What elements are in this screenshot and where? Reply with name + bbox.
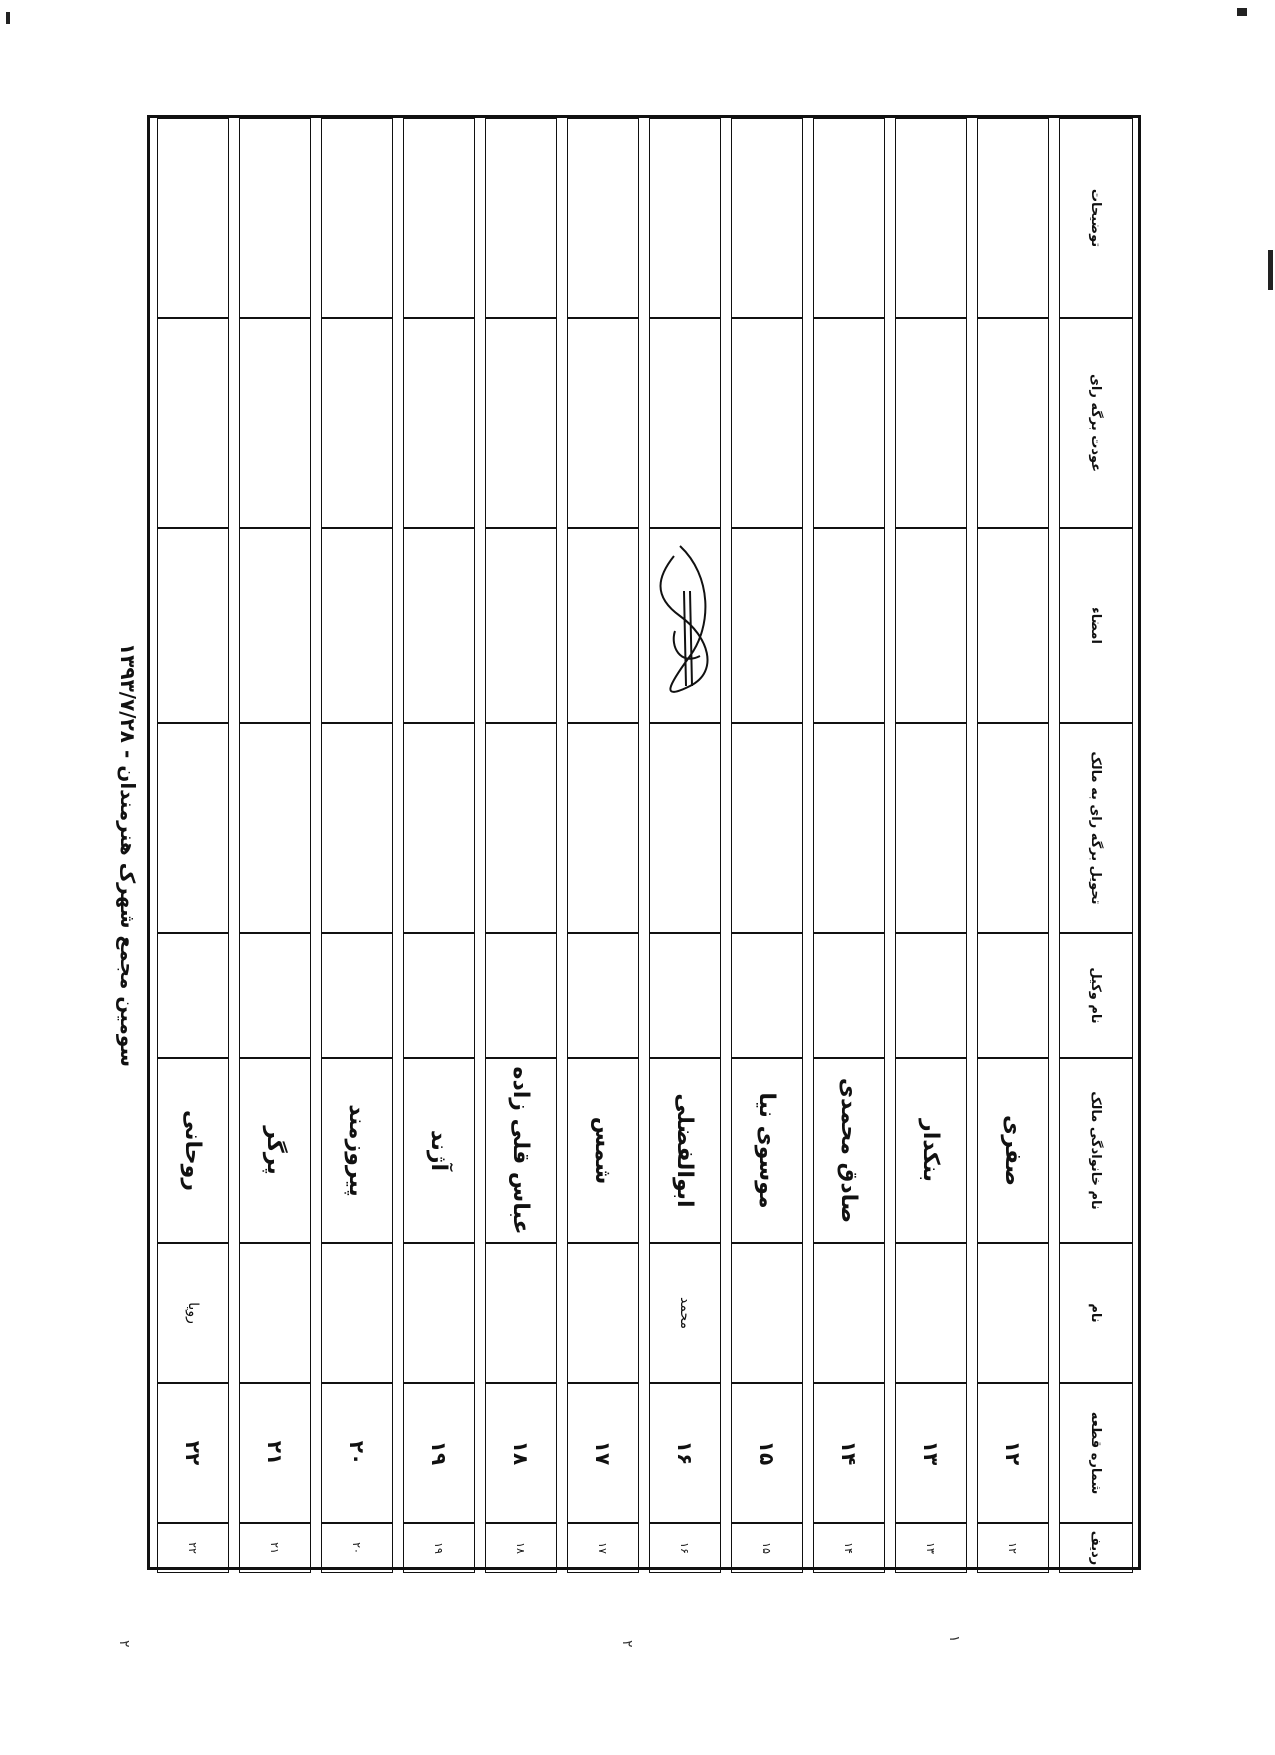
header-row-number: ردیف xyxy=(1059,1523,1133,1573)
cell-proxy-name xyxy=(567,933,639,1058)
cell-ballot-given xyxy=(649,723,721,933)
header-owner-name: نام خانوادگی مالک xyxy=(1059,1058,1133,1243)
cell-notes xyxy=(239,118,311,318)
header-signature: امضاء xyxy=(1059,528,1133,723)
cell-first-name xyxy=(895,1243,967,1383)
cell-first-name xyxy=(977,1243,1049,1383)
cell-proxy-name xyxy=(157,933,229,1058)
cell-first-name xyxy=(567,1243,639,1383)
cell-signature xyxy=(977,528,1049,723)
attendance-table xyxy=(147,115,1141,1570)
cell-ballot-given xyxy=(567,723,639,933)
header-ballot-returned: عودت برگه رای xyxy=(1059,318,1133,528)
cell-row-number: ۲۰ xyxy=(321,1523,393,1573)
scan-speck xyxy=(1268,250,1273,290)
cell-ballot-returned xyxy=(321,318,393,528)
table-row xyxy=(644,118,726,1567)
scan-speck xyxy=(1237,8,1247,16)
header-notes: توضیحات xyxy=(1059,118,1133,318)
cell-signature xyxy=(321,528,393,723)
cell-first-name xyxy=(813,1243,885,1383)
cell-signature xyxy=(567,528,639,723)
cell-proxy-name xyxy=(321,933,393,1058)
margin-mark: ۲ xyxy=(116,1640,132,1648)
cell-ballot-given xyxy=(731,723,803,933)
cell-ballot-given xyxy=(485,723,557,933)
cell-first-name: رویا xyxy=(157,1243,229,1383)
cell-proxy-name xyxy=(895,933,967,1058)
cell-row-number: ۱۴ xyxy=(813,1523,885,1573)
table-row xyxy=(480,118,562,1567)
cell-owner-last-name: صفری xyxy=(977,1058,1049,1243)
table-row xyxy=(890,118,972,1567)
cell-plot-number: ۱۸ xyxy=(485,1383,557,1523)
cell-proxy-name xyxy=(977,933,1049,1058)
cell-plot-number: ۱۹ xyxy=(403,1383,475,1523)
cell-ballot-returned xyxy=(403,318,475,528)
cell-first-name xyxy=(403,1243,475,1383)
cell-ballot-returned xyxy=(813,318,885,528)
cell-ballot-returned xyxy=(567,318,639,528)
cell-ballot-returned xyxy=(895,318,967,528)
cell-ballot-given xyxy=(813,723,885,933)
cell-notes xyxy=(813,118,885,318)
cell-first-name xyxy=(321,1243,393,1383)
header-first-name: نام xyxy=(1059,1243,1133,1383)
cell-signature xyxy=(239,528,311,723)
cell-owner-last-name: صادق محمدی xyxy=(813,1058,885,1243)
cell-row-number: ۱۸ xyxy=(485,1523,557,1573)
cell-owner-last-name: عباس قلی زاده xyxy=(485,1058,557,1243)
cell-ballot-given xyxy=(403,723,475,933)
cell-ballot-given xyxy=(321,723,393,933)
cell-owner-last-name: ابوالفضلی xyxy=(649,1058,721,1243)
cell-proxy-name xyxy=(485,933,557,1058)
cell-signature xyxy=(403,528,475,723)
cell-ballot-returned xyxy=(485,318,557,528)
table-row xyxy=(808,118,890,1567)
margin-mark: ۱ xyxy=(946,1635,962,1643)
cell-plot-number: ۲۲ xyxy=(157,1383,229,1523)
cell-row-number: ۲۲ xyxy=(157,1523,229,1573)
cell-notes xyxy=(321,118,393,318)
cell-notes xyxy=(157,118,229,318)
cell-first-name: محمد xyxy=(649,1243,721,1383)
cell-owner-last-name: روحانی xyxy=(157,1058,229,1243)
cell-notes xyxy=(895,118,967,318)
cell-plot-number: ۲۱ xyxy=(239,1383,311,1523)
cell-signature xyxy=(485,528,557,723)
document-title: سومین مجمع شهرک هنرمندان - ۱۳۹۳/۷/۲۸ xyxy=(116,642,140,1068)
header-plot-number: شماره قطعه xyxy=(1059,1383,1133,1523)
cell-plot-number: ۱۴ xyxy=(813,1383,885,1523)
cell-ballot-returned xyxy=(239,318,311,528)
signature-mark xyxy=(649,528,721,723)
cell-first-name xyxy=(239,1243,311,1383)
cell-ballot-given xyxy=(157,723,229,933)
header-ballot-given: تحویل برگه رای به مالک xyxy=(1059,723,1133,933)
cell-row-number: ۱۲ xyxy=(977,1523,1049,1573)
table-row xyxy=(972,118,1054,1567)
cell-row-number: ۱۵ xyxy=(731,1523,803,1573)
cell-plot-number: ۱۳ xyxy=(895,1383,967,1523)
cell-owner-last-name: شمس xyxy=(567,1058,639,1243)
cell-proxy-name xyxy=(403,933,475,1058)
cell-proxy-name xyxy=(813,933,885,1058)
table-row xyxy=(152,118,234,1567)
cell-ballot-returned xyxy=(649,318,721,528)
cell-signature xyxy=(895,528,967,723)
header-proxy-name: نام وکیل xyxy=(1059,933,1133,1058)
cell-notes xyxy=(977,118,1049,318)
cell-first-name xyxy=(731,1243,803,1383)
table-row xyxy=(398,118,480,1567)
cell-proxy-name xyxy=(649,933,721,1058)
cell-plot-number: ۱۷ xyxy=(567,1383,639,1523)
signature-scribble-icon xyxy=(650,536,720,716)
cell-ballot-given xyxy=(977,723,1049,933)
cell-notes xyxy=(731,118,803,318)
cell-row-number: ۱۷ xyxy=(567,1523,639,1573)
cell-ballot-returned xyxy=(731,318,803,528)
cell-owner-last-name: پرگر xyxy=(239,1058,311,1243)
table-header-row xyxy=(1054,118,1138,1567)
cell-plot-number: ۲۰ xyxy=(321,1383,393,1523)
cell-signature xyxy=(813,528,885,723)
table-row xyxy=(562,118,644,1567)
table-row xyxy=(726,118,808,1567)
cell-notes xyxy=(567,118,639,318)
cell-row-number: ۱۶ xyxy=(649,1523,721,1573)
cell-proxy-name xyxy=(239,933,311,1058)
cell-row-number: ۱۹ xyxy=(403,1523,475,1573)
margin-mark: ۲ xyxy=(619,1640,635,1648)
cell-plot-number: ۱۲ xyxy=(977,1383,1049,1523)
cell-owner-last-name: بنکدار xyxy=(895,1058,967,1243)
cell-notes xyxy=(649,118,721,318)
cell-proxy-name xyxy=(731,933,803,1058)
cell-row-number: ۲۱ xyxy=(239,1523,311,1573)
document-sheet xyxy=(116,105,1150,1695)
cell-plot-number: ۱۶ xyxy=(649,1383,721,1523)
cell-owner-last-name: پیروزمند xyxy=(321,1058,393,1243)
cell-ballot-returned xyxy=(157,318,229,528)
cell-owner-last-name: موسوی نیا xyxy=(731,1058,803,1243)
cell-row-number: ۱۳ xyxy=(895,1523,967,1573)
cell-ballot-given xyxy=(895,723,967,933)
cell-notes xyxy=(485,118,557,318)
scan-speck xyxy=(6,12,10,24)
cell-owner-last-name: آژند xyxy=(403,1058,475,1243)
cell-plot-number: ۱۵ xyxy=(731,1383,803,1523)
cell-first-name xyxy=(485,1243,557,1383)
cell-signature xyxy=(157,528,229,723)
cell-signature xyxy=(731,528,803,723)
cell-ballot-returned xyxy=(977,318,1049,528)
table-row xyxy=(234,118,316,1567)
cell-notes xyxy=(403,118,475,318)
table-row xyxy=(316,118,398,1567)
cell-ballot-given xyxy=(239,723,311,933)
